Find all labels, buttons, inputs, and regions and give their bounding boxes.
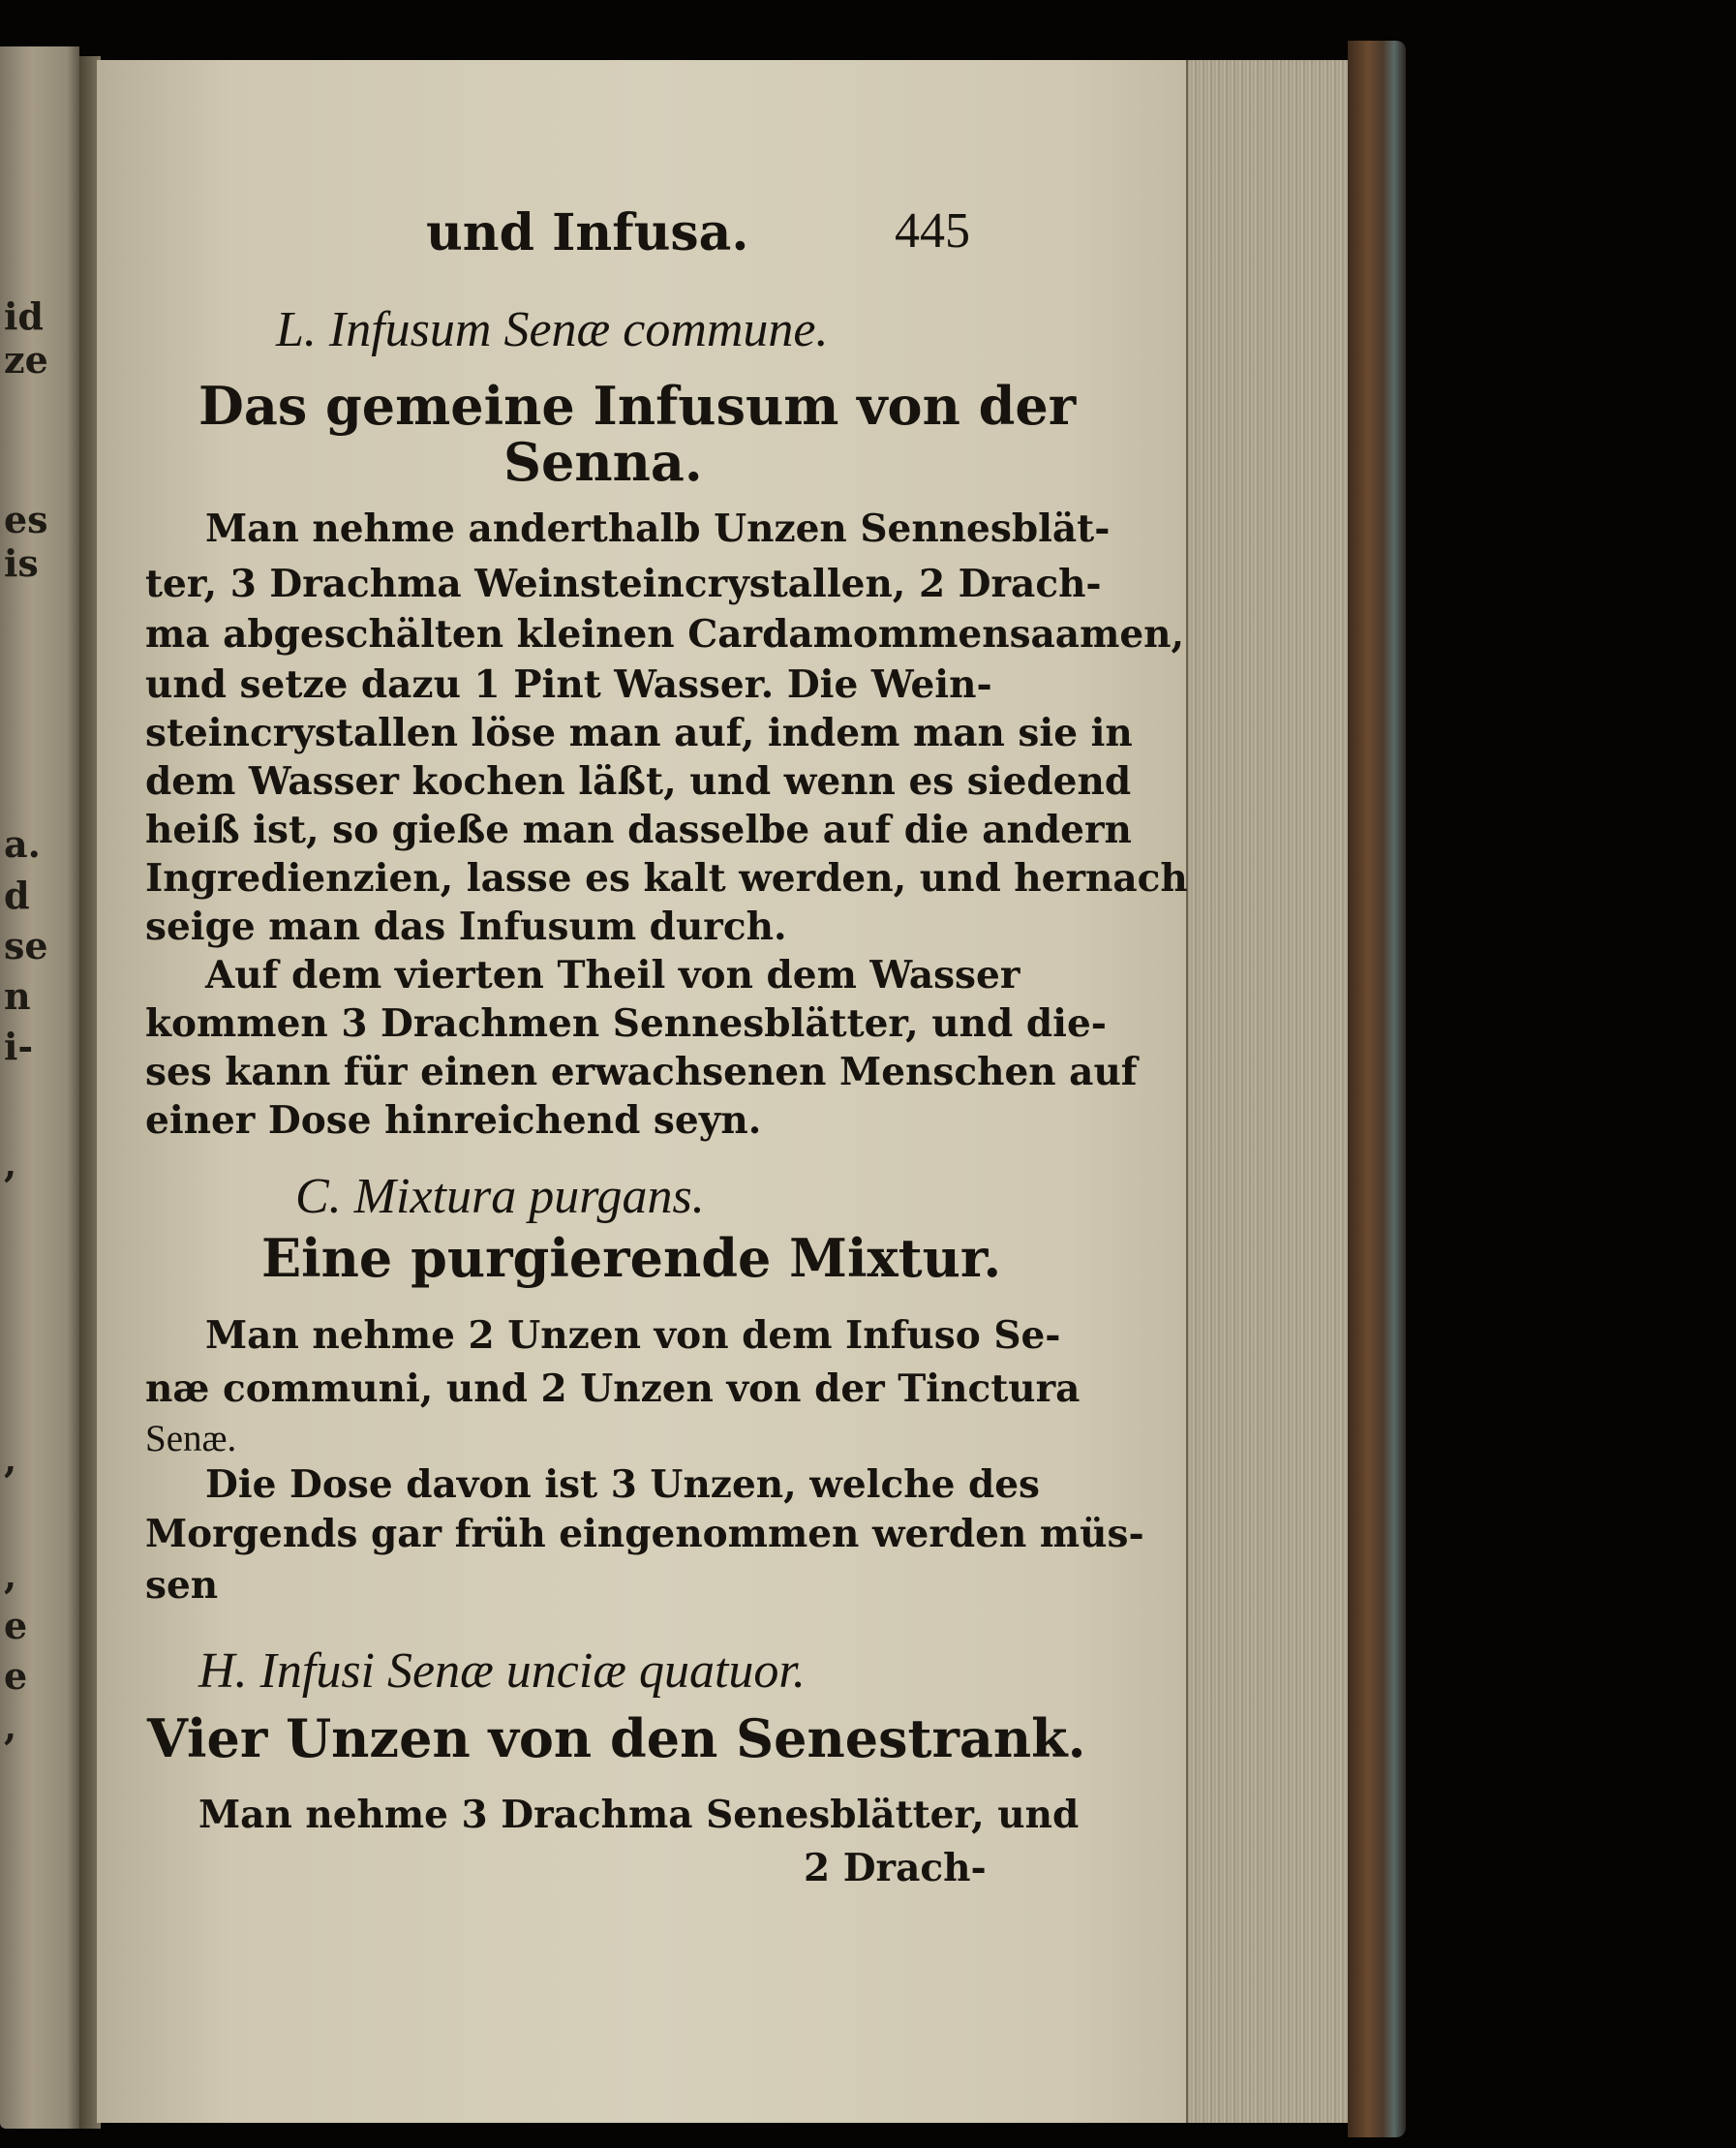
facing-page-fragment: se <box>4 924 48 967</box>
section-german-title: Vier Unzen von den Senestrank. <box>147 1707 1086 1769</box>
text-line: seige man das Infusum durch. <box>145 905 787 949</box>
text-line: sen <box>145 1563 219 1608</box>
text-line: Morgends gar früh eingenommen werden müs- <box>145 1512 1144 1556</box>
text-line: steincrystallen löse man auf, indem man sie in <box>145 711 1133 755</box>
facing-page-fragment: i- <box>4 1025 34 1068</box>
facing-page-fragment: , <box>4 1142 17 1185</box>
facing-page-fragment: es <box>4 498 48 541</box>
facing-page-fragment: ze <box>4 338 48 382</box>
facing-page-fragment: d <box>4 874 30 917</box>
facing-page-fragment: , <box>4 1437 17 1481</box>
running-title: und Infusa. <box>426 203 749 262</box>
text-line: Man nehme anderthalb Unzen Sennesblät- <box>205 506 1111 551</box>
text-line: heiß ist, so gieße man dasselbe auf die andern <box>145 808 1132 852</box>
text-line: næ communi, und 2 Unzen von der Tinctura <box>145 1366 1081 1411</box>
facing-page-fragment: a. <box>4 822 41 866</box>
text-line: Die Dose davon ist 3 Unzen, welche des <box>205 1462 1040 1507</box>
facing-page-fragment: , <box>4 1553 17 1597</box>
facing-page-fragment: e <box>4 1604 28 1647</box>
facing-page-fragment: id <box>4 294 45 338</box>
text-line: Man nehme 2 Unzen von dem Infuso Se- <box>205 1313 1061 1358</box>
facing-page-edge <box>0 46 79 2129</box>
facing-page-fragment: , <box>4 1704 17 1748</box>
text-line: ter, 3 Drachma Weinsteincrystallen, 2 Drach- <box>145 562 1102 606</box>
section-german-title: Eine purgierende Mixtur. <box>261 1227 1002 1289</box>
page-block-edge <box>1186 60 1353 2123</box>
text-line: und setze dazu 1 Pint Wasser. Die Wein- <box>145 662 992 707</box>
text-line: ses kann für einen erwachsenen Menschen auf <box>145 1050 1138 1094</box>
section-latin-title: H. Infusi Senæ unciæ quatuor. <box>198 1643 806 1699</box>
section-german-title: Das gemeine Infusum von der <box>198 375 1077 437</box>
book-cover-edge <box>1348 41 1406 2137</box>
facing-page-fragment: n <box>4 974 31 1018</box>
text-line: Auf dem vierten Theil von dem Wasser <box>205 953 1020 997</box>
text-line: dem Wasser kochen läßt, und wenn es siedend <box>145 759 1132 804</box>
text-line: ma abgeschälten kleinen Cardamommensaamen, <box>145 612 1185 657</box>
text-line: Senæ. <box>145 1418 237 1459</box>
facing-page-fragment: is <box>4 541 39 585</box>
facing-page-fragment: e <box>4 1654 28 1698</box>
section-german-title: Senna. <box>503 431 703 493</box>
section-latin-title: L. Infusum Senæ commune. <box>276 302 829 357</box>
text-line: Man nehme 3 Drachma Senesblätter, und <box>198 1793 1080 1837</box>
text-line: kommen 3 Drachmen Sennesblätter, und die- <box>145 1001 1107 1046</box>
catchword: 2 Drach- <box>804 1846 987 1890</box>
text-line: Ingredienzien, lasse es kalt werden, und hernach <box>145 856 1188 901</box>
text-line: einer Dose hinreichend seyn. <box>145 1098 762 1143</box>
page-number: 445 <box>895 203 970 259</box>
section-latin-title: C. Mixtura purgans. <box>295 1169 705 1224</box>
